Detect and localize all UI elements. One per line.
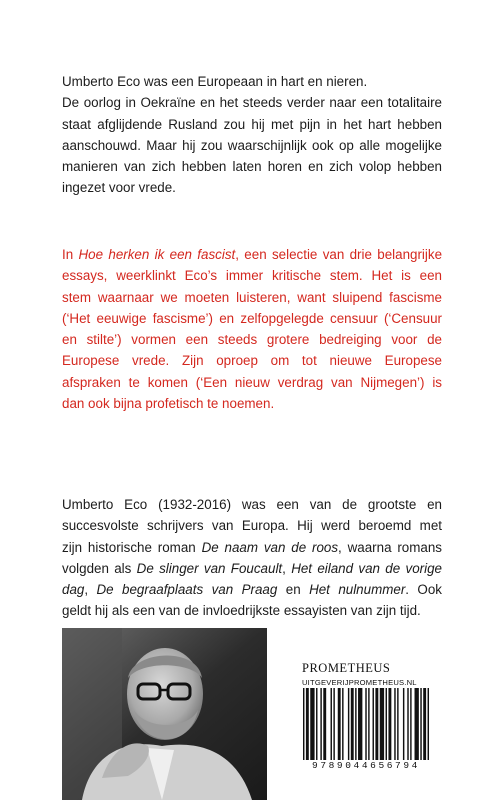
intro-line: manieren van zich hebben laten horen en zich volop hebben [62, 159, 442, 175]
barcode-bar [316, 688, 317, 760]
intro-line: Umberto Eco was een Europeaan in hart en nieren. [62, 74, 368, 89]
barcode-bar [355, 688, 356, 760]
barcode-bar [386, 688, 387, 760]
barcode-bar [373, 688, 374, 760]
barcode-bar [365, 688, 366, 760]
barcode-bar [380, 688, 384, 760]
bio-line [62, 579, 442, 600]
bio-text: . Ook [405, 582, 442, 598]
bio-text: zijn historische roman [62, 539, 202, 555]
bio-line [62, 537, 442, 558]
barcode [303, 688, 429, 760]
intro-line: staat afglijdende Rusland zou hij met pijn in het hart hebben [62, 116, 442, 132]
barcode-bar [358, 688, 362, 760]
novel-title: dag [62, 582, 85, 598]
intro-line: De oorlog in Oekraïne en het steeds verder naar een totalitaire [62, 95, 442, 111]
novel-title: De slinger van Foucault [136, 560, 283, 576]
intro-paragraph [62, 71, 442, 199]
isbn-number: 9789044656794 [312, 760, 420, 771]
barcode-bar [407, 688, 408, 760]
barcode-bar [415, 688, 419, 760]
barcode-bar [306, 688, 309, 760]
barcode-bar [338, 688, 341, 760]
barcode-bar [351, 688, 354, 760]
novel-title: De begraafplaats van Praag [96, 582, 278, 598]
barcode-bar [368, 688, 369, 760]
barcode-bar [310, 688, 314, 760]
barcode-bar [348, 688, 349, 760]
barcode-bar [342, 688, 343, 760]
barcode-bar [331, 688, 332, 760]
blurb-line: dan ook bijna profetisch te noemen. [62, 396, 275, 412]
blurb-paragraph [62, 244, 442, 414]
blurb-prefix: In [62, 247, 79, 262]
blurb-line: Europese vrede. Zijn oproep om tot nieuwe Europese [62, 353, 442, 369]
barcode-bar [428, 688, 429, 760]
book-title: Hoe herken ik een fascist [78, 247, 236, 262]
publisher-website: UITGEVERIJPROMETHEUS.NL [302, 678, 417, 687]
barcode-bar [420, 688, 421, 760]
barcode-bar [394, 688, 395, 760]
blurb-line: stem waarnaar we moeten luisteren, want sluipend fascisme [62, 289, 442, 305]
bio-line: succesvolste schrijvers van Europa. Hij werd beroemd met [62, 518, 442, 534]
bio-paragraph [62, 494, 442, 622]
novel-title: Het eiland van de vorige [291, 560, 442, 576]
barcode-bar [323, 688, 326, 760]
novel-title: De naam van de roos [201, 539, 339, 555]
barcode-bar [333, 688, 334, 760]
bio-text: , [84, 582, 97, 598]
blurb-suffix: , een selectie van drie belangrijke [235, 247, 443, 262]
blurb-line: essays, weerklinkt Eco’s immer kritische stem. Het is een [62, 268, 442, 284]
bio-text: , waarna romans [338, 539, 443, 555]
author-photo [62, 628, 267, 800]
barcode-bar [410, 688, 411, 760]
barcode-bar [403, 688, 404, 760]
bio-line: geldt hij als een van de invloedrijkste essayisten van zijn tijd. [62, 603, 421, 619]
intro-line: aanschouwd. Maar hij zou waarschijnlijk ook op alle mogelijke [62, 137, 442, 153]
blurb-line: afspraken te komen (‘Een nieuw verdrag van Nijmegen’) is [62, 374, 442, 390]
barcode-bar [423, 688, 426, 760]
bio-line [62, 558, 442, 579]
bio-text: volgden als [62, 560, 137, 576]
novel-title: Het nulnummer [309, 582, 406, 598]
intro-line: ingezet voor vrede. [62, 180, 176, 196]
bio-text: en [277, 582, 310, 598]
barcode-bar [375, 688, 378, 760]
barcode-bar [397, 688, 398, 760]
blurb-line: en stilte’) vormen een steeds grotere bedreiging voor de [62, 332, 442, 348]
barcode-bar [320, 688, 321, 760]
barcode-bar [388, 688, 391, 760]
blurb-line [62, 244, 442, 265]
blurb-line: (‘Het eeuwige fascisme’) en zelfopgelegde censuur (‘Censuur [62, 310, 442, 326]
barcode-bar [303, 688, 304, 760]
publisher-logo: PROMETHEUS [302, 661, 391, 675]
bio-line: Umberto Eco (1932-2016) was een van de grootste en [62, 497, 442, 512]
bio-text: , [282, 560, 292, 576]
